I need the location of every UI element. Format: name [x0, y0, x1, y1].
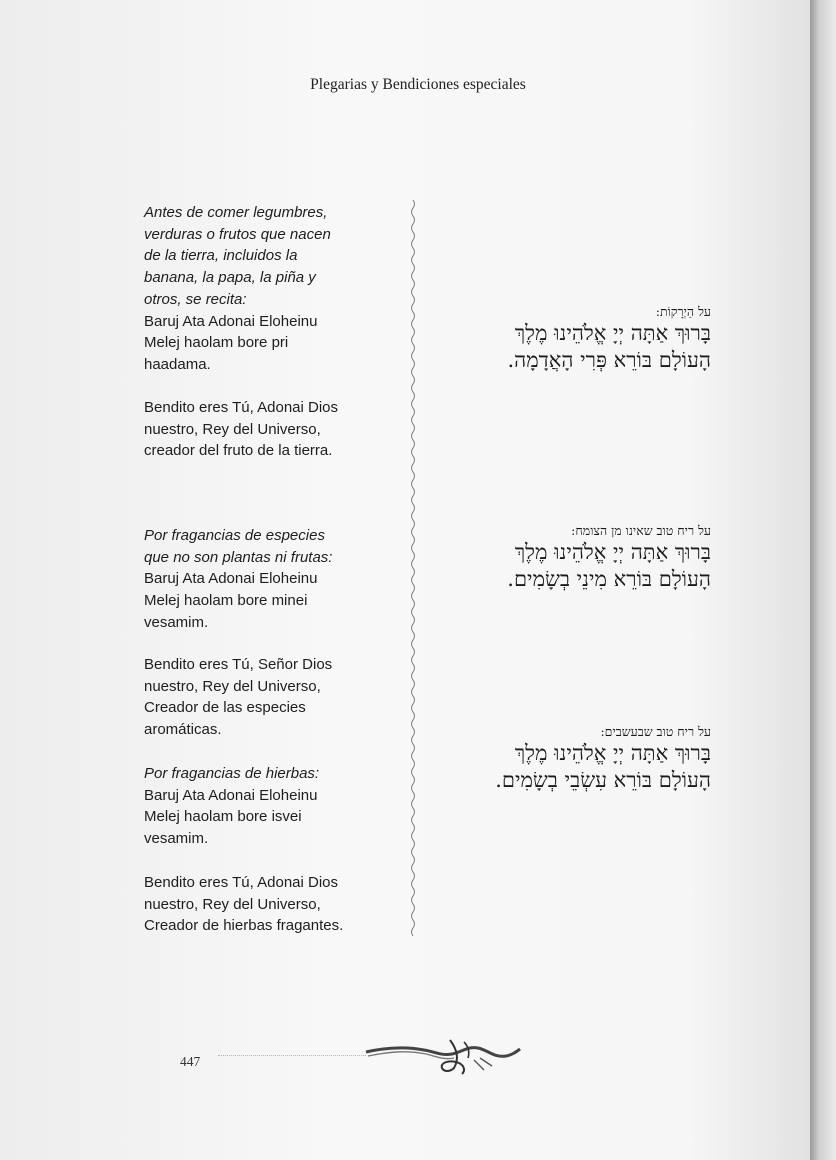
blessing-spices-spanish	[144, 525, 384, 634]
blessing-intro: Por fragancias de hierbas:	[144, 765, 320, 782]
hebrew-line: בָּרוּךְ אַתָּה יְיָ אֱלֹהֵינוּ מֶלֶךְ	[514, 741, 711, 765]
blessing-transliteration: Baruj Ata Adonai Eloheinu Melej haolam bore minei vesamim.	[144, 570, 318, 631]
hebrew-line: בָּרוּךְ אַתָּה יְיָ אֱלֹהֵינוּ מֶלֶךְ	[514, 321, 711, 345]
page-edge	[810, 0, 836, 1160]
hebrew-line: הָעוֹלָם בּוֹרֵא מִינֵי בְשָׂמִים.	[507, 567, 711, 591]
blessing-vegetables-hebrew	[507, 304, 711, 374]
wavy-divider	[400, 200, 426, 936]
page-header: Plegarias y Bendiciones especiales	[310, 76, 526, 93]
blessing-intro: Por fragancias de especies que no son plantas ni frutas:	[144, 527, 333, 566]
hebrew-line: הָעוֹלָם בּוֹרֵא פְּרִי הָאֲדָמָה.	[507, 348, 711, 372]
hebrew-label: על ריח טוב שאינו מן הצומח:	[571, 523, 711, 538]
blessing-translation: Bendito eres Tú, Adonai Dios nuestro, Rey del Universo, Creador de hierbas fragantes.	[144, 874, 344, 935]
blessing-intro: Antes de comer legumbres, verduras o frutos que nacen de la tierra, incluidos la banana, la papa, la piña y otros, se recita:	[144, 204, 331, 308]
blessing-herbs-spanish	[144, 763, 384, 850]
blessing-herbs-hebrew	[495, 724, 711, 794]
blessing-translation: Bendito eres Tú, Adonai Dios nuestro, Rey del Universo, creador del fruto de la tierra.	[144, 399, 339, 460]
footer-dotted-rule	[218, 1055, 366, 1056]
blessing-transliteration: Baruj Ata Adonai Eloheinu Melej haolam bore pri haadama.	[144, 312, 318, 373]
blessing-spices-translation	[144, 654, 384, 741]
blessing-transliteration: Baruj Ata Adonai Eloheinu Melej haolam bore isvei vesamim.	[144, 786, 318, 848]
page-number: 447	[180, 1054, 201, 1069]
hebrew-line: בָּרוּךְ אַתָּה יְיָ אֱלֹהֵינוּ מֶלֶךְ	[514, 540, 711, 564]
blessing-vegetables-translation	[144, 397, 384, 462]
blessing-spices-hebrew	[507, 523, 711, 593]
blessing-herbs-translation	[144, 872, 384, 937]
hebrew-label: על ריח טוב שבעשבים:	[600, 724, 711, 739]
ribbon-ornament-icon	[364, 1036, 522, 1076]
hebrew-line: הָעוֹלָם בּוֹרֵא עִשְׂבֵי בְשָׂמִים.	[495, 768, 711, 792]
blessing-translation: Bendito eres Tú, Señor Dios nuestro, Rey del Universo, Creador de las especies aromáticas.	[144, 656, 333, 739]
blessing-vegetables-spanish	[144, 202, 384, 376]
hebrew-label: על הַיְרָקוֹת:	[655, 304, 711, 319]
